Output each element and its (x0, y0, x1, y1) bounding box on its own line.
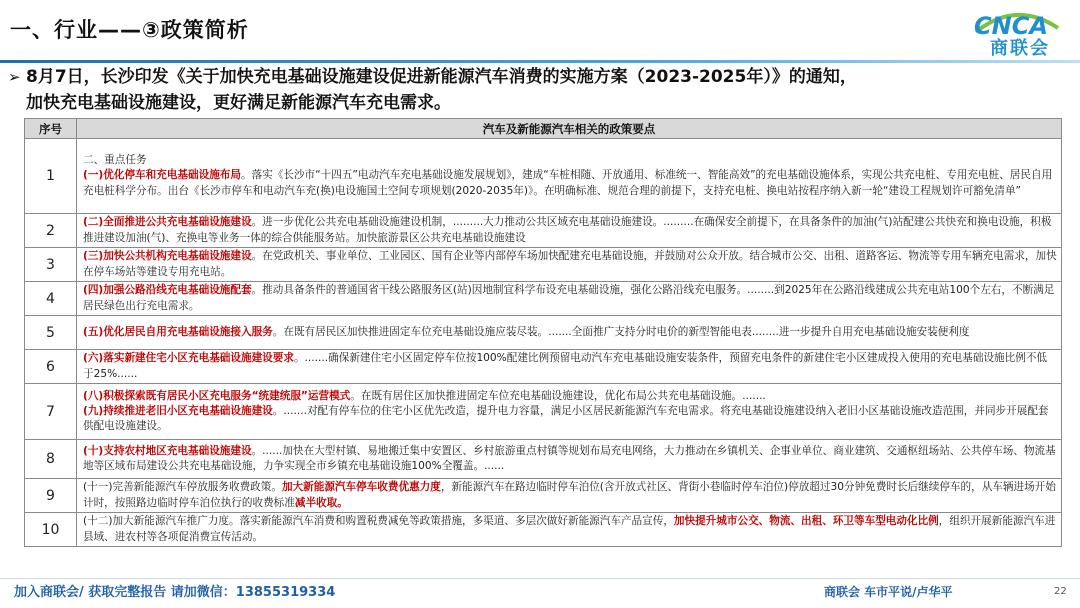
policy-pre: (十一)完善新能源汽车停放服务收费政策。 (83, 481, 282, 494)
row-content (77, 513, 1062, 547)
policy-text: 。.......对配有停车位的住宅小区优先改造，提升电力容量，满足小区居民新能源汽车充电需求。将充电基础设施建设纳入老旧小区基础设施改造范围，并同步开展配套供配电设施建设。 (83, 404, 1049, 433)
table-row (25, 248, 1062, 282)
footer-source: 商联会 车市平说/卢华平 (824, 585, 953, 599)
column-header-number: 序号 (25, 119, 77, 139)
policy-text: 。......加快在大型村镇、易地搬迁集中安置区、乡村旅游重点村镇等规划布局充电网络，大力推动在乡镇机关、企事业单位、商业建筑、交通枢纽场站、公共停车场、物流基地等区域布局建设公共充电基础设施，力争实现全市乡镇充电基础设施100%全覆盖。...... (83, 444, 1056, 472)
row-content (77, 479, 1062, 513)
row-content (77, 282, 1062, 316)
section-lead: 二、重点任务 (83, 154, 147, 167)
table-header-row (25, 119, 1062, 139)
policy-title: (十)支持农村地区充电基础设施建设 (83, 444, 252, 457)
policy-title: (九)持续推进老旧小区充电基础设施建设 (83, 404, 273, 417)
table-row (25, 350, 1062, 384)
row-number: 2 (25, 214, 77, 248)
row-content (77, 316, 1062, 350)
policy-text: 。在党政机关、事业单位、工业园区、国有企业等内部停车场加快配建充电基础设施，并鼓励对公众开放。结合城市公交、出租、道路客运、物流等专用车辆充电需求，加快在停车场站等建设专用充电站。 (83, 250, 1057, 278)
bullet-arrow-icon: ➢ (8, 68, 21, 86)
table-row (25, 440, 1062, 479)
policy-text: 。在既有居住区加快推进固定车位充电基础设施建设，优化布局公共充电基础设施。....... (350, 389, 766, 402)
policy-table (24, 118, 1062, 547)
policy-title: (六)落实新建住宅小区充电基础设施建设要求 (83, 352, 294, 365)
row-content (77, 384, 1062, 440)
table-row (25, 139, 1062, 214)
row-content (77, 248, 1062, 282)
row-content (77, 350, 1062, 384)
table-row (25, 282, 1062, 316)
intro-paragraph (8, 64, 1056, 116)
table-row (25, 316, 1062, 350)
row-number: 9 (25, 479, 77, 513)
page-number: 22 (1054, 586, 1067, 597)
row-number: 1 (25, 139, 77, 214)
header-divider (0, 60, 1080, 63)
policy-title: (一)优化停车和充电基础设施布局 (83, 169, 241, 182)
table-row (25, 479, 1062, 513)
row-content (77, 440, 1062, 479)
policy-title: (八)积极探索既有居民小区充电服务“统建统服”运营模式 (83, 389, 351, 402)
policy-title: (四)加强公路沿线充电基础设施配套 (83, 284, 252, 297)
svg-text:CNCA: CNCA (974, 12, 1048, 40)
table-row (25, 384, 1062, 440)
policy-text: ，新能源汽车在路边临时停车泊位(含开放式社区、背街小巷临时停车泊位)停放超过30分钟免费时长后继续停车的，从车辆进场开始计时，按照路边临时停车泊位执行的收费标准 (83, 481, 1056, 509)
policy-text: 。进一步优化公共充电基础设施建设机制，.........大力推动公共区域充电基础设施建设。.........在确保安全前提下，在具备条件的加油(气)站配建公共快充和换电设施，积极推进建设加油(气)、充换电等业务一体的综合供能服务站。加快旅游景区公共充电基础设施建设 (83, 216, 1052, 244)
intro-line-2: 加快充电基础设施建设，更好满足新能源汽车充电需求。 (26, 93, 451, 113)
policy-title: 加快提升城市公交、物流、出租、环卫等车型电动化比例 (673, 515, 939, 528)
row-number: 5 (25, 316, 77, 350)
policy-text: 。.......确保新建住宅小区固定停车位按100%配建比例预留电动汽车充电基础设施安装条件，预留充电条件的新建住宅小区建成投入使用的充电基础设施比例不低于25%...... (83, 352, 1048, 380)
policy-pre: (十二)加大新能源汽车推广力度。落实新能源汽车消费和购置税费减免等政策措施，多渠道、多层次做好新能源汽车产品宣传， (83, 515, 674, 528)
policy-title: 加大新能源汽车停车收费优惠力度 (281, 481, 441, 494)
policy-text: 。推动具备条件的普通国省干线公路服务区(站)因地制宜科学布设充电基础设施，强化公路沿线充电服务。........到2025年在公路沿线建成公共充电站100个左右，不断满足居民绿色出行充电需求。 (83, 284, 1055, 312)
policy-title: (五)优化居民自用充电基础设施接入服务 (83, 325, 273, 338)
row-number: 3 (25, 248, 77, 282)
row-number: 4 (25, 282, 77, 316)
policy-text: 。在既有居民区加快推进固定车位充电基础设施应装尽装。.......全面推广支持分时电价的新型智能电表........进一步提升自用充电基础设施安装便利度 (272, 325, 970, 338)
page-title: 一、行业——③政策简析 (10, 18, 249, 42)
policy-text: ，组织开展新能源汽车进县域、进农村等各项促消费宣传活动。 (83, 515, 1056, 543)
row-number: 10 (25, 513, 77, 547)
policy-item-8 (83, 389, 1057, 404)
table-row (25, 214, 1062, 248)
logo-caption: 商联会 (990, 38, 1050, 59)
column-header-content: 汽车及新能源汽车相关的政策要点 (77, 119, 1062, 139)
policy-text: 。落实《长沙市“十四五”电动汽车充电基础设施发展规划》，建成“车桩相随、开放通用、标准统一、智能高效”的充电基础设施体系，实现公共充电桩、专用充电桩、居民自用充电桩科学分布。出台《长沙市停车和电动汽车充(换)电设施国土空间专项规划(2020-2035年)》。在明确标准、规范合理的前提下，支持充电桩、换电站按程序纳入新一轮“建设工程规划许可豁免清单” (83, 169, 1053, 197)
table-row (25, 513, 1062, 547)
footer-contact: 加入商联会/ 获取完整报告 请加微信：13855319334 (14, 585, 336, 600)
row-content (77, 139, 1062, 214)
footer-divider (0, 578, 1080, 579)
policy-title: (二)全面推进公共充电基础设施建设 (83, 216, 252, 229)
row-number: 8 (25, 440, 77, 479)
row-content (77, 214, 1062, 248)
row-number: 7 (25, 384, 77, 440)
policy-title: (三)加快公共机构充电基础设施建设 (83, 250, 252, 263)
policy-tail: 减半收取。 (294, 496, 348, 509)
row-number: 6 (25, 350, 77, 384)
intro-line-1: 8月7日，长沙印发《关于加快充电基础设施建设促进新能源汽车消费的实施方案（2023-2025年）》的通知， (26, 67, 857, 87)
